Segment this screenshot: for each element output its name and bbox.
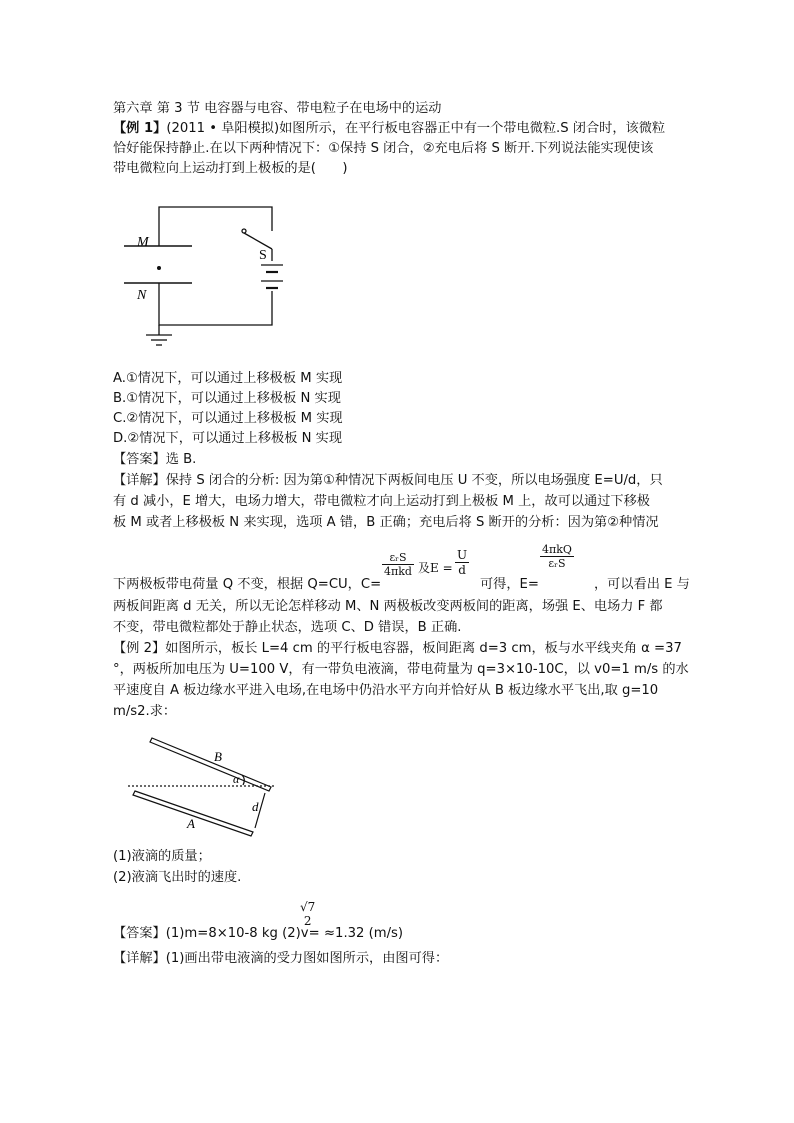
- example2-question-line1: 【例 2】如图所示，板长 L=4 cm 的平行板电容器，板间距离 d=3 cm，板与水平线夹角 α =37: [113, 641, 682, 656]
- example1-detail-line6: 不变，带电微粒都处于静止状态，选项 C、D 错误，B 正确.: [113, 620, 462, 635]
- capacitance-fraction: εᵣS 4πkd: [384, 551, 412, 578]
- example1-tag: 【例 1】: [113, 121, 167, 136]
- distance-d-label: d: [252, 799, 259, 814]
- example1-question-line3: 带电微粒向上运动打到上极板的是( ): [113, 161, 348, 176]
- plate-m-label: M: [137, 235, 149, 250]
- example1-detail-line3: 板 M 或者上移极板 N 来实现，选项 A 错，B 正确；充电后将 S 断开的分析：因为第②种情况: [113, 515, 659, 530]
- example1-question-line2: 恰好能保持静止.在以下两种情况下：①保持 S 闭合，②充电后将 S 断开.下列说法能实现使该: [113, 141, 654, 156]
- inclined-plates-figure: [125, 733, 285, 838]
- example2-question-line3: 平速度自 A 板边缘水平进入电场,在电场中仍沿水平方向并恰好从 B 板边缘水平飞出,取 g=10: [113, 683, 659, 698]
- example1-detail-line4d: ，可以看出 E 与: [594, 577, 690, 592]
- option-c: C.②情况下，可以通过上移极板 M 实现: [113, 411, 343, 426]
- example2-part2: (2)液滴飞出时的速度.: [113, 870, 242, 885]
- plate-b-label: B: [214, 749, 222, 764]
- plate-n-label: N: [137, 288, 147, 303]
- example2-question-line4: m/s2.求：: [113, 704, 177, 719]
- plate-a-label: A: [187, 816, 195, 831]
- field-q-fraction: 4πkQ εᵣS: [542, 543, 572, 570]
- field-fraction: $\frac{U}{d}$: [457, 548, 468, 577]
- example2-part1: (1)液滴的质量；: [113, 849, 211, 864]
- option-d: D.②情况下，可以通过上移极板 N 实现: [113, 431, 343, 446]
- example1-detail-line1: 【详解】保持 S 闭合的分析: 因为第①种情况下两板间电压 U 不变，所以电场强度 E=U/d，只: [113, 473, 663, 488]
- example1-detail-line4a: 下两极板带电荷量 Q 不变，根据 Q=CU，C=: [113, 577, 382, 592]
- example2-detail: 【详解】(1)画出带电液滴的受力图如图所示，由图可得：: [113, 951, 449, 966]
- example2-answer-b: ≈1.32 (m/s): [324, 926, 404, 941]
- example1-question-line1: 【例 1】(2011 • 阜阳模拟)如图所示，在平行板电容器正中有一个带电微粒.S 闭合时，该微粒: [113, 121, 666, 136]
- example1-detail-line4c: 可得，E=: [480, 577, 539, 592]
- example1-detail-line2: 有 d 减小，E 增大，电场力增大，带电微粒才向上运动打到上极板 M 上，故可以通过下移极: [113, 494, 650, 509]
- switch-s-label: S: [259, 248, 267, 263]
- example2-question-line2: °，两板所加电压为 U=100 V，有一带负电液滴，带电荷量为 q=3×10-10C，以 v0=1 m/s 的水: [113, 662, 689, 677]
- capacitor-circuit-figure: [114, 195, 284, 353]
- angle-alpha-label: α: [233, 772, 240, 786]
- example1-answer: 【答案】选 B.: [113, 452, 197, 467]
- option-a: A.①情况下，可以通过上移极板 M 实现: [113, 371, 343, 386]
- section-title: 第六章 第 3 节 电容器与电容、带电粒子在电场中的运动: [113, 101, 442, 116]
- charged-particle-dot: [157, 266, 161, 270]
- velocity-fraction: √7 2: [300, 900, 316, 928]
- example1-detail-line5: 两板间距离 d 无关，所以无论怎样移动 M、N 两极板改变两板间的距离，场强 E、电场力 F 都: [113, 599, 663, 614]
- and-e-equals: 及E =: [418, 561, 453, 575]
- option-b: B.①情况下，可以通过上移极板 N 实现: [113, 391, 341, 406]
- example2-answer-a: 【答案】(1)m=8×10-8 kg (2)v=: [113, 926, 320, 941]
